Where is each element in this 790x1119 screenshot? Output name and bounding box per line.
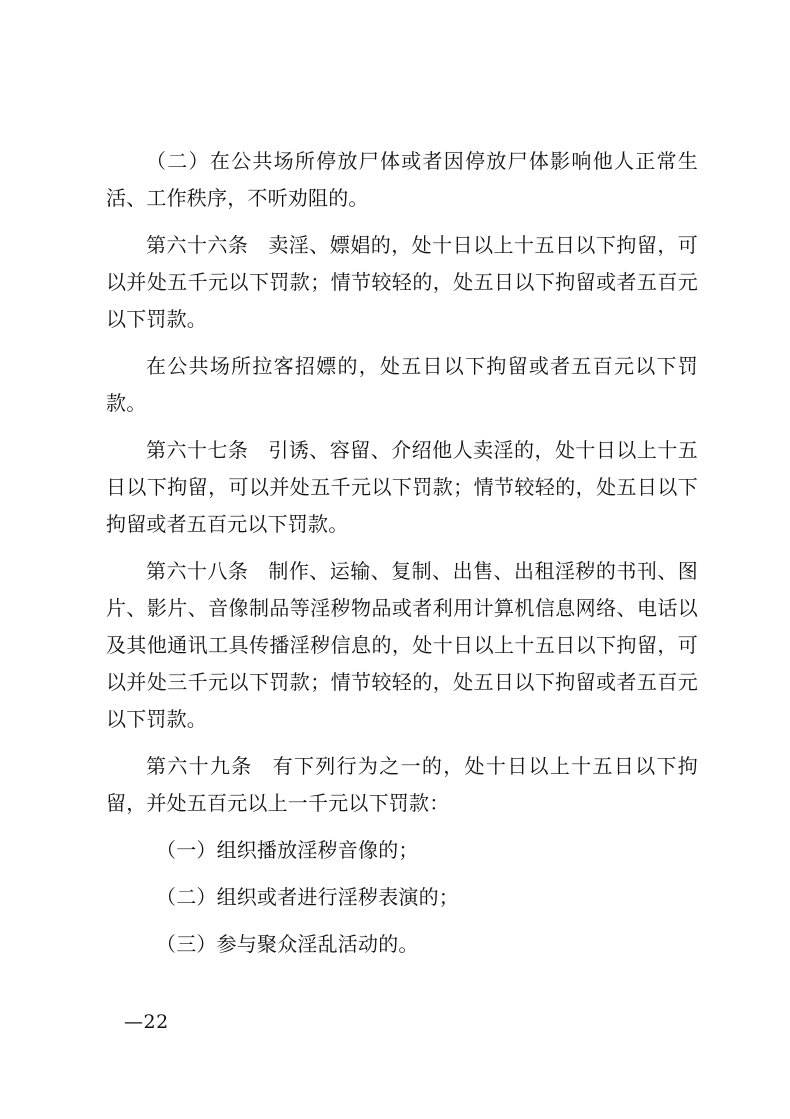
document-body [106, 143, 698, 973]
paragraph-text: （二）在公共场所停放尸体或者因停放尸体影响他人正常生活、工作秩序，不听劝阻的。 [106, 149, 698, 210]
paragraph-article-66-sub [106, 348, 698, 422]
article-number: 第六十八条 [146, 559, 249, 583]
article-number: 第六十九条 [146, 754, 253, 778]
paragraph-text: 在公共场所拉客招嫖的，处五日以下拘留或者五百元以下罚款。 [106, 354, 698, 415]
paragraph-article-66 [106, 227, 698, 338]
list-item [106, 832, 698, 869]
paragraph-text: 卖淫、嫖娼的，处十日以上十五日以下拘留，可以并处五千元以下罚款；情节较轻的，处五日以下拘留或者五百元以下罚款。 [106, 233, 698, 331]
article-number: 第六十六条 [146, 233, 249, 257]
list-item-text: （三）参与聚众淫乱活动的。 [156, 932, 419, 956]
list-item-text: （二）组织或者进行淫秽表演的； [156, 885, 459, 909]
list-item-text: （一）组织播放淫秽音像的； [156, 838, 419, 862]
paragraph-clause-2-continued [106, 143, 698, 217]
paragraph-article-69 [106, 748, 698, 822]
list-item [106, 926, 698, 963]
paragraph-text: 引诱、容留、介绍他人卖淫的，处十日以上十五日以下拘留，可以并处五千元以下罚款；情节较轻的，处五日以下拘留或者五百元以下罚款。 [106, 438, 698, 536]
paragraph-article-68 [106, 553, 698, 738]
paragraph-article-67 [106, 432, 698, 543]
paragraph-text: 制作、运输、复制、出售、出租淫秽的书刊、图片、影片、音像制品等淫秽物品或者利用计算机信息网络、电话以及其他通讯工具传播淫秽信息的，处十日以上十五日以下拘留，可以并处三千元以下罚款；情节较轻的，处五日以下拘留或者五百元以下罚款。 [106, 559, 698, 731]
article-number: 第六十七条 [146, 438, 249, 462]
paragraph-text: 有下列行为之一的，处十日以上十五日以下拘留，并处五百元以上一千元以下罚款： [106, 754, 698, 815]
list-item [106, 879, 698, 916]
page-number: —22 [124, 1011, 169, 1033]
